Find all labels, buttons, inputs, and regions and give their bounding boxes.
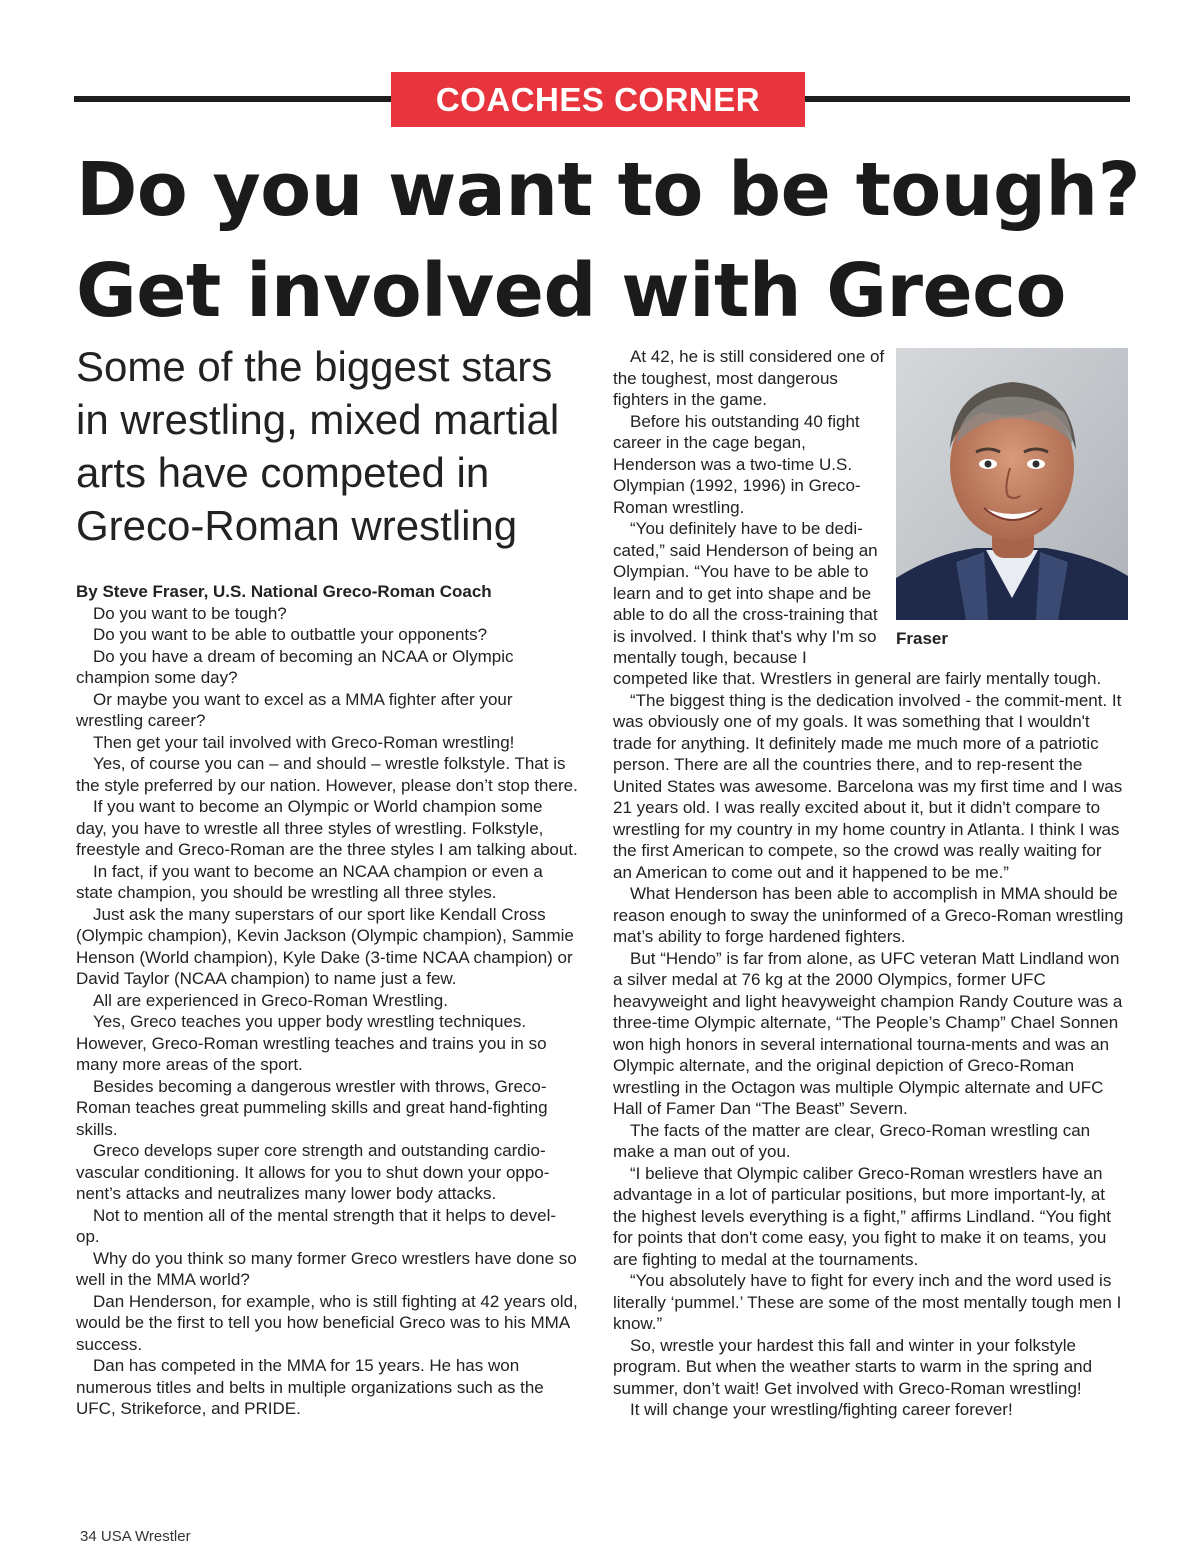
paragraph: “You absolutely have to fight for every inch and the word used is literally ‘pummel.’ These are some of the most mentally tough men I know.”	[613, 1271, 1122, 1333]
paragraph: Just ask the many superstars of our sport like Kendall Cross (Olympic champion), Kevin Jackson (Olympic champion), Sammie Henson (World champion), Kyle Dake (3-time NCAA champion) or David Taylor (NCAA champion) to name just a few.	[76, 904, 574, 988]
paragraph: In fact, if you want to become an NCAA champion or even a state champion, you should be wrestling all three styles.	[76, 861, 543, 902]
headline	[76, 140, 1156, 342]
article-column-right	[613, 668, 1125, 1421]
paragraph: “The biggest thing is the dedication involved - the commit-ment. It was obviously one of my goals. It was something that I wouldn't trade for anything. It definitely made me much more of a patriotic person. There are all the countries there, and to rep-resent the United States was awesome. Barcelona was my first time and I was 21 years old. I was really excited about it, but it didn't compare to wrestling for my country in my home country in Atlanta. I think I was the first American to compete, so the crowd was really waiting for an American to come out and it happened to be me.”	[613, 690, 1123, 882]
paragraph: Or maybe you want to excel as a MMA fighter after your wrestling career?	[76, 689, 513, 730]
deck-subtitle	[76, 340, 596, 552]
paragraph: competed like that. Wrestlers in general are fairly mentally tough.	[613, 669, 1102, 688]
paragraph: But “Hendo” is far from alone, as UFC veteran Matt Lindland won a silver medal at 76 kg at the 2000 Olympics, former UFC heavyweight and light heavyweight champion Randy Couture was a three-time Olympic alternate, “The People’s Champ” Chael Sonnen won high honors in several international tourna-ments and was an Olympic alternate, and the original depiction of Greco-Roman wrestling in the Octagon was multiple Olympic alternate and UFC Hall of Famer Dan “The Beast” Severn.	[613, 948, 1123, 1118]
headline-line-1: Do you want to be tough?	[76, 147, 1141, 233]
paragraph: Greco develops super core strength and outstanding cardio-vascular conditioning. It allows for you to shut down your oppo-nent’s attacks and neutralizes many lower body attacks.	[76, 1141, 550, 1203]
article-column-left	[76, 581, 578, 1420]
paragraph: Why do you think so many former Greco wrestlers have done so well in the MMA world?	[76, 1248, 577, 1289]
photo-caption: Fraser	[896, 629, 948, 648]
paragraph: What Henderson has been able to accomplish in MMA should be reason enough to sway the uninformed of a Greco-Roman wrestling mat’s ability to forge hardened fighters.	[613, 884, 1124, 946]
deck-line-3: arts have competed in	[76, 449, 490, 496]
deck-line-4: Greco-Roman wrestling	[76, 502, 518, 549]
paragraph: Then get your tail involved with Greco-Roman wrestling!	[93, 732, 515, 752]
byline: By Steve Fraser, U.S. National Greco-Roman Coach	[76, 582, 492, 601]
paragraph: Yes, of course you can – and should – wrestle folkstyle. That is the style preferred by our nation. However, please don’t stop there.	[76, 754, 578, 795]
paragraph: At 42, he is still considered one of the toughest, most dangerous fighters in the game.	[613, 347, 885, 409]
paragraph: Do you want to be tough?	[93, 603, 287, 623]
paragraph: Do you want to be able to outbattle your opponents?	[93, 625, 488, 644]
deck-line-2: in wrestling, mixed martial	[76, 396, 560, 443]
paragraph: So, wrestle your hardest this fall and winter in your folkstyle program. But when the weather starts to warm in the spring and summer, don’t wait! Get involved with Greco-Roman wrestling!	[613, 1335, 1093, 1398]
paragraph: It will change your wrestling/fighting career forever!	[630, 1400, 1013, 1419]
paragraph: Dan has competed in the MMA for 15 years. He has won numerous titles and belts in multiple organizations such as the UFC, Strikeforce, and PRIDE.	[76, 1356, 544, 1418]
headline-line-2: Get involved with Greco	[76, 248, 1066, 334]
paragraph: Do you have a dream of becoming an NCAA or Olympic champion some day?	[76, 646, 514, 687]
paragraph: “I believe that Olympic caliber Greco-Roman wrestlers have an advantage in a lot of particular positions, but more important-ly, at the highest levels everything is a fight,” affirms Lindland. “You fight for points that don't come easy, you fight to make it on teams, you are fighting to medal at the tournaments.	[613, 1163, 1112, 1269]
paragraph: The facts of the matter are clear, Greco-Roman wrestling can make a man out of you.	[613, 1120, 1091, 1161]
paragraph: Besides becoming a dangerous wrestler with throws, Greco-Roman teaches great pummeling skills and great hand-fighting skills.	[76, 1076, 548, 1139]
paragraph: Not to mention all of the mental strength that it helps to devel-op.	[76, 1205, 557, 1246]
page-number: 34	[80, 1528, 97, 1545]
page-footer	[80, 1528, 191, 1545]
header-rule-left	[74, 96, 394, 102]
publication-name: USA Wrestler	[100, 1528, 191, 1545]
paragraph: If you want to become an Olympic or World champion some day, you have to wrestle all three styles of wrestling. Folkstyle, freestyle and Greco-Roman are the three styles I am talking about.	[76, 797, 578, 859]
fraser-portrait-photo	[896, 348, 1128, 620]
deck-line-1: Some of the biggest stars	[76, 343, 553, 390]
section-banner: COACHES CORNER	[391, 72, 805, 127]
article-column-right-top	[613, 346, 891, 669]
paragraph: “You definitely have to be dedi-cated,” said Henderson of being an Olympian. “You have to be able to learn and to get into shape and be able to do all the cross-training that is involved. I think that's why I'm so mentally tough, because I	[613, 519, 878, 667]
paragraph: Dan Henderson, for example, who is still fighting at 42 years old, would be the first to tell you how beneficial Greco was to his MMA success.	[76, 1291, 578, 1354]
portrait-illustration	[896, 348, 1128, 620]
paragraph: Before his outstanding 40 fight career in the cage began, Henderson was a two-time U.S. Olympian (1992, 1996) in Greco-Roman wrestling.	[613, 411, 861, 517]
paragraph: All are experienced in Greco-Roman Wrestling.	[93, 990, 448, 1010]
header-rule-right	[800, 96, 1130, 102]
paragraph: Yes, Greco teaches you upper body wrestling techniques. However, Greco-Roman wrestling teaches and trains you in so many more areas of the sport.	[76, 1012, 547, 1074]
